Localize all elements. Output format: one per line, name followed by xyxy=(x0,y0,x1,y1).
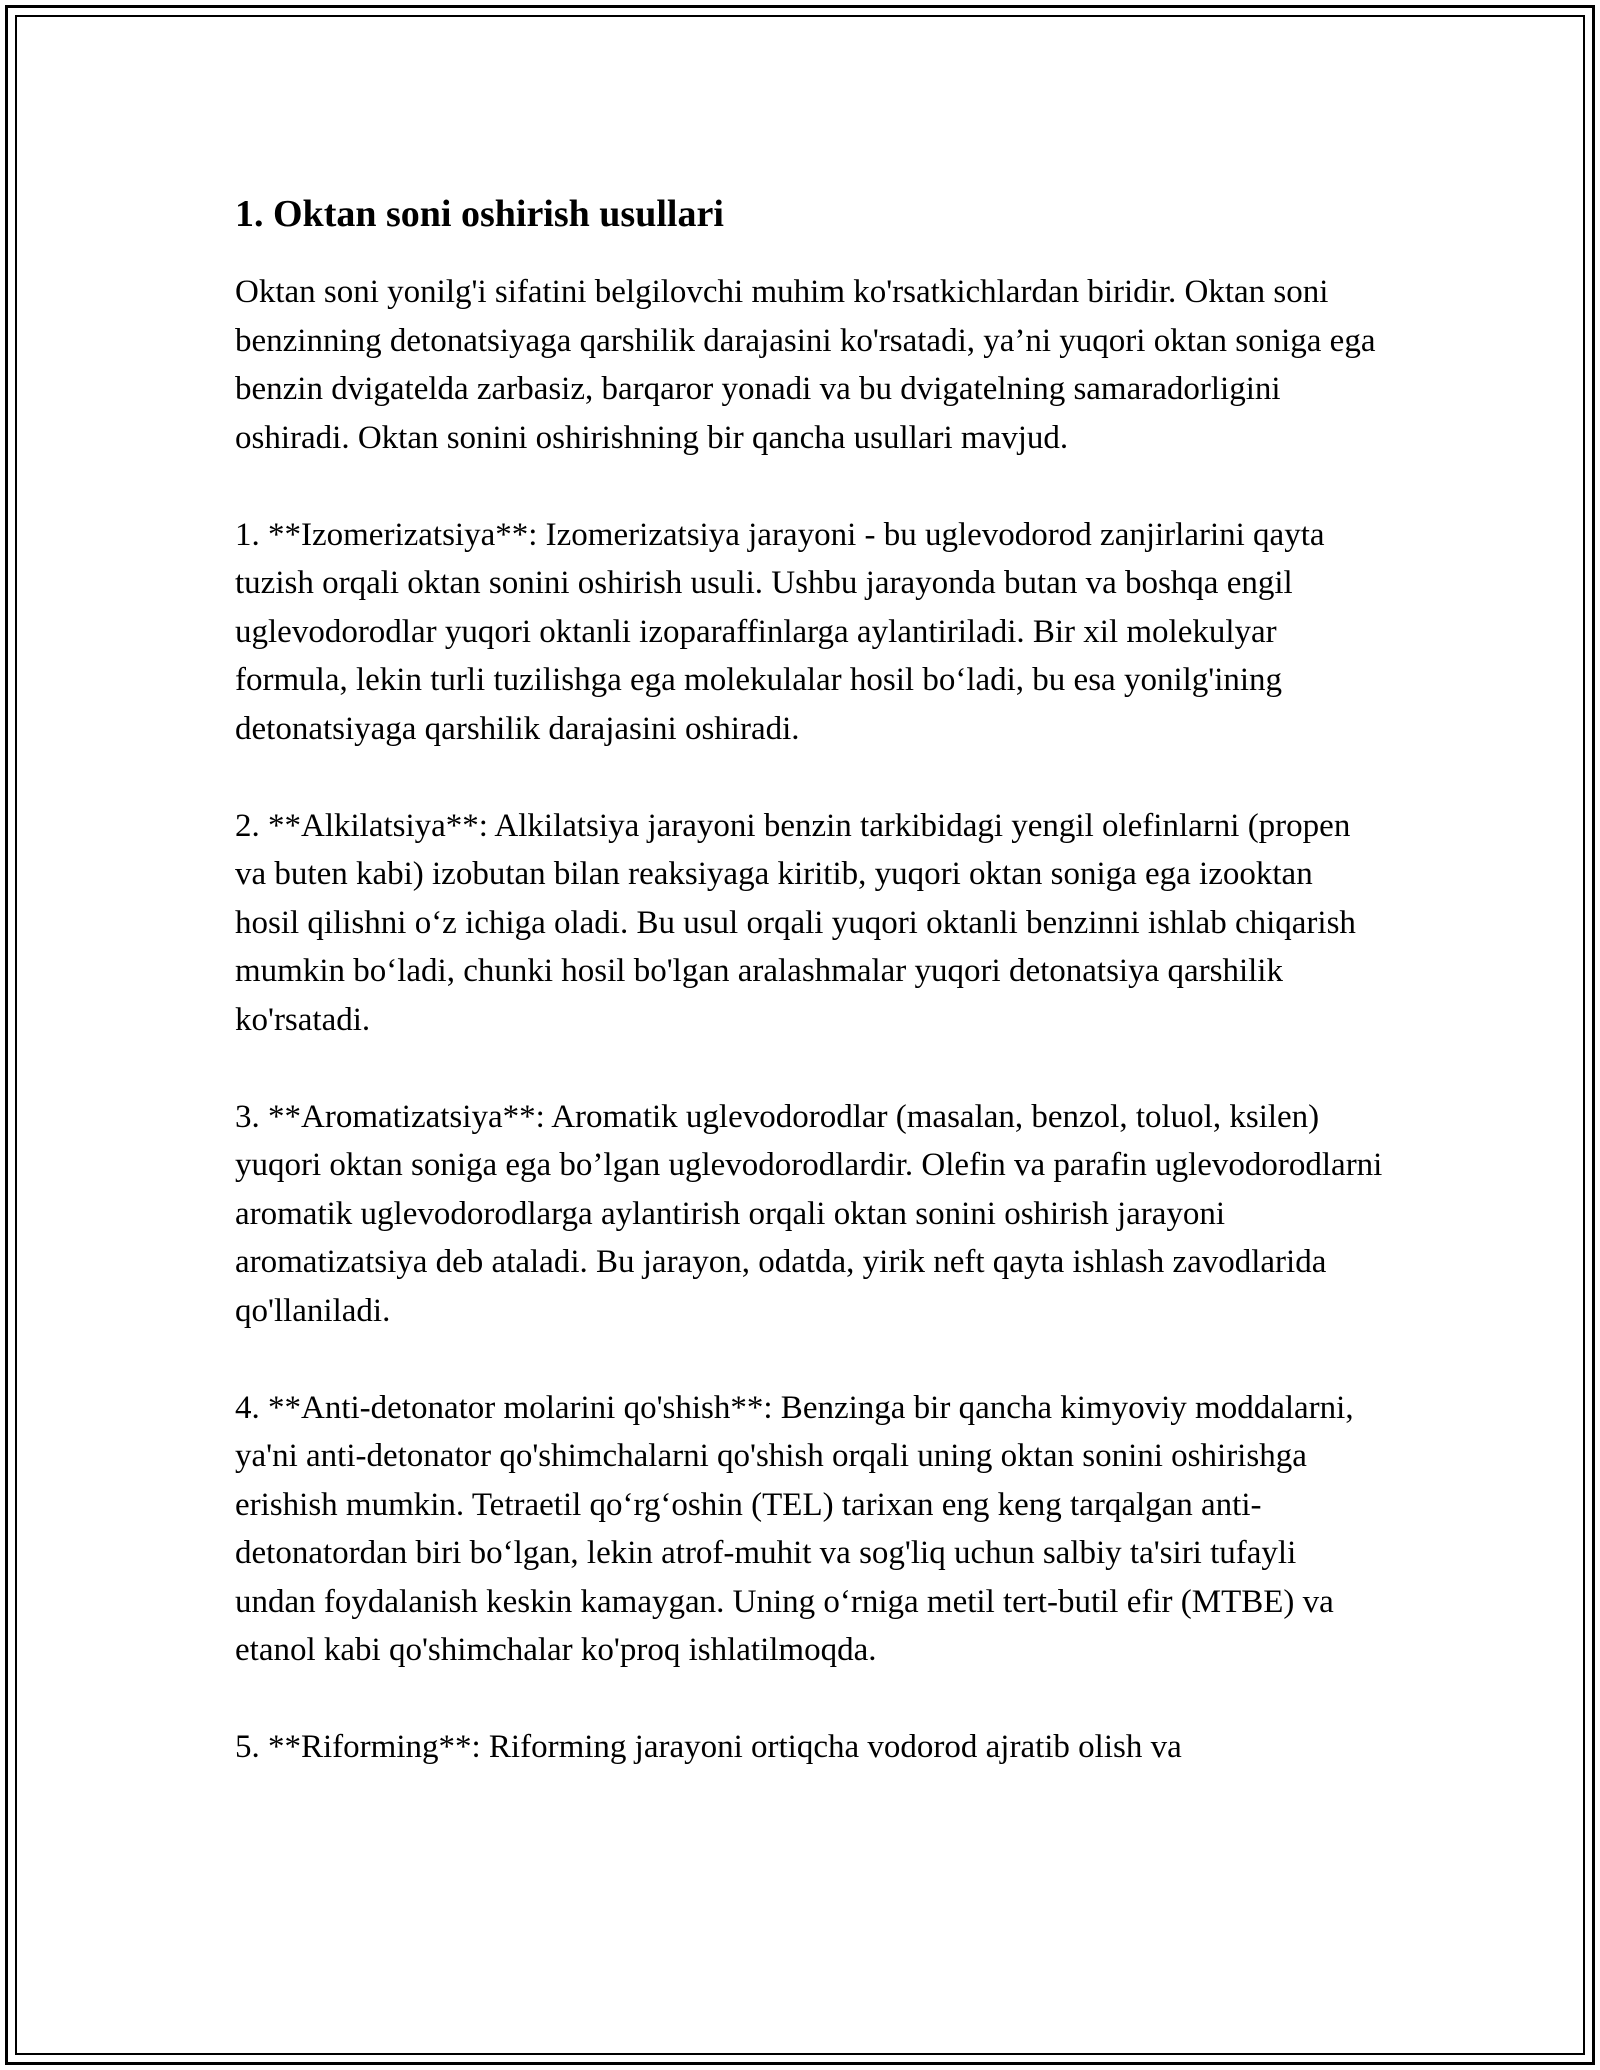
section-title: 1. Oktan soni oshirish usullari xyxy=(235,193,724,235)
izomerizatsiya-paragraph: 1. **Izomerizatsiya**: Izomerizatsiya jarayoni - bu uglevodorod zanjirlarini qayta tuzish orqali oktan sonini oshirish usuli. Ushbu jarayonda butan va boshqa engil uglevodorodlar yuqori oktanli izoparaffinlarga aylantiriladi. Bir xil molekulyar formula, lekin turli tuzilishga ega molekulalar hosil bo‘ladi, bu esa yonilg'ining detonatsiyaga qarshilik darajasini oshiradi. xyxy=(235,516,1325,747)
riforming-paragraph: 5. **Riforming**: Riforming jarayoni ortiqcha vodorod ajratib olish va xyxy=(235,1729,1182,1765)
anti-detonator-paragraph: 4. **Anti-detonator molarini qo'shish**: Benzinga bir qancha kimyoviy moddalarni, ya'ni anti-detonator qo'shimchalarni qo'shish orqali uning oktan sonini oshirishga erishish mumkin. Tetraetil qo‘rg‘oshin (TEL) tarixan eng keng tarqalgan anti-detonatordan biri bo‘lgan, lekin atrof-muhit va sog'liq uchun salbiy ta'siri tufayli undan foydalanish keskin kamaygan. Uning o‘rniga metil tert-butil efir (MTBE) va etanol kabi qo'shimchalar ko'proq ishlatilmoqda. xyxy=(235,1389,1354,1668)
intro-paragraph: Oktan soni yonilg'i sifatini belgilovchi muhim ko'rsatkichlardan biridir. Oktan soni benzinning detonatsiyaga qarshilik darajasini ko'rsatadi, ya’ni yuqori oktan soniga ega benzin dvigatelda zarbasiz, barqaror yonadi va bu dvigatelning samaradorligini oshiradi. Oktan sonini oshirishning bir qancha usullari mavjud. xyxy=(235,274,1376,456)
alkilatsiya-paragraph: 2. **Alkilatsiya**: Alkilatsiya jarayoni benzin tarkibidagi yengil olefinlarni (propen va buten kabi) izobutan bilan reaksiyaga kiritib, yuqori oktan soniga ega izooktan hosil qilishni o‘z ichiga oladi. Bu usul orqali yuqori oktanli benzinni ishlab chiqarish mumkin bo‘ladi, chunki hosil bo'lgan aralashmalar yuqori detonatsiya qarshilik ko'rsatadi. xyxy=(235,807,1356,1038)
document-body xyxy=(235,186,1385,1820)
aromatizatsiya-paragraph: 3. **Aromatizatsiya**: Aromatik uglevodorodlar (masalan, benzol, toluol, ksilen) yuqori oktan soniga ega bo’lgan uglevodorodlardir. Olefin va parafin uglevodorodlarni aromatik uglevodorodlarga aylantirish orqali oktan sonini oshirish jarayoni aromatizatsiya deb ataladi. Bu jarayon, odatda, yirik neft qayta ishlash zavodlarida qo'llaniladi. xyxy=(235,1098,1383,1329)
